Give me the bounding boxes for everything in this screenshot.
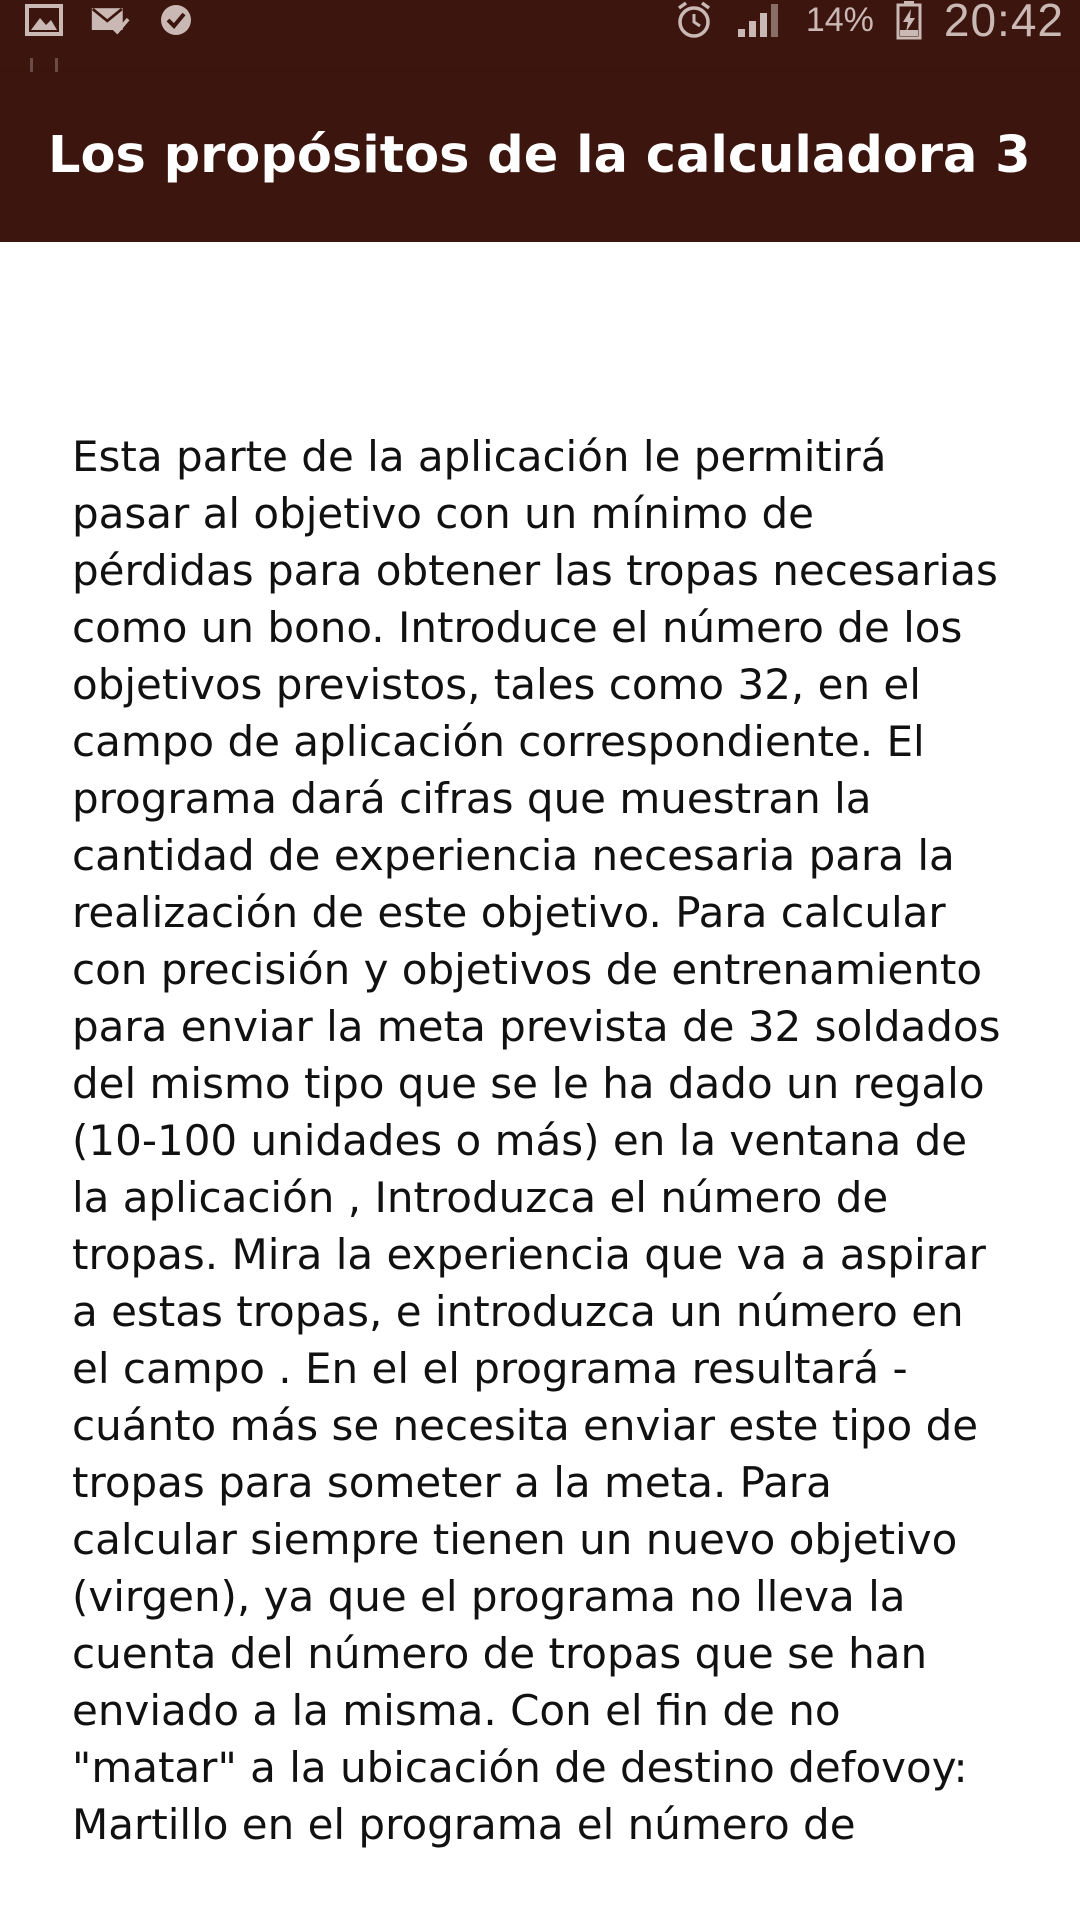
- check-badge-icon: [156, 3, 196, 37]
- gallery-icon: [24, 3, 64, 37]
- battery-charging-icon: [896, 0, 922, 40]
- battery-percent: 14%: [805, 0, 874, 39]
- status-left-icons: [24, 0, 196, 40]
- mail-check-icon: [90, 3, 130, 37]
- status-bar: [0, 0, 1080, 72]
- description-text: Esta parte de la aplicación le permitirá pasar al objetivo con un mínimo de pérdidas para obtener las tropas necesarias como un bono. Introduce el número de los objetivos previstos, tales como 32, en el campo de aplicación correspondiente. El programa dará cifras que muestran la cantidad de experiencia necesaria para la realización de este objetivo. Para calcular con precisión y objetivos de entrenamiento para enviar la meta prevista de 32 soldados del mismo tipo que se le ha dado un regalo (10-100 unidades o más) en la ventana de la aplicación , Introduzca el número de tropas. Mira la experiencia que va a aspirar a estas tropas, e introduzca un número en el campo . En el el programa resultará - cuánto más se necesita enviar este tipo de tropas para someter a la meta. Para calcular siempre tienen un nuevo objetivo (virgen), ya que el programa no lleva la cuenta del número de tropas que se han enviado a la misma. Con el fin de no "matar" a la ubicación de destino defovoy: Martillo en el programa el número de: [72, 432, 1001, 1849]
- page-title: Los propósitos de la calculadora 3: [48, 126, 1031, 185]
- content-scroll-area[interactable]: [0, 242, 1080, 1866]
- app-bar: [0, 72, 1080, 242]
- status-right-icons: [674, 0, 1064, 46]
- clock: 20:42: [943, 0, 1064, 46]
- signal-icon: [736, 1, 784, 39]
- alarm-icon: [674, 0, 714, 40]
